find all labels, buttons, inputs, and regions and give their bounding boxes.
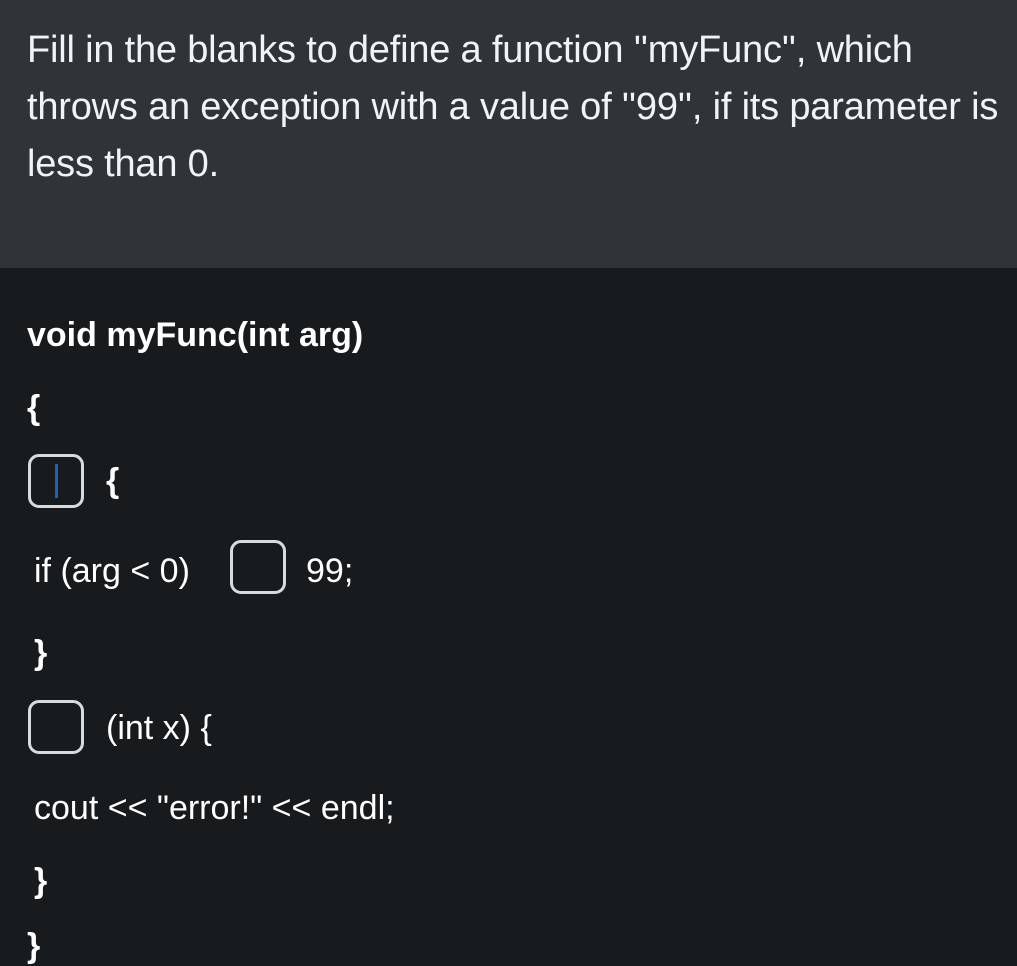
code-line-try-brace: {	[106, 462, 120, 500]
question-panel	[0, 0, 1017, 268]
code-line-signature: void myFunc(int arg)	[27, 316, 364, 354]
code-line-open-brace: {	[27, 389, 41, 427]
code-line-if: if (arg < 0)	[34, 552, 190, 590]
question-text: Fill in the blanks to define a function ''myFunc'', which throws an exception with a value of ''99'', if its parameter is less than 0.	[27, 29, 999, 185]
code-line-close-brace-catch: }	[34, 862, 48, 900]
code-line-catch: (int x) {	[106, 709, 212, 747]
code-line-close-brace-try: }	[34, 634, 48, 672]
code-line-if-value: 99;	[306, 552, 354, 590]
code-line-close-brace-outer: }	[27, 927, 41, 965]
code-line-cout: cout << "error!" << endl;	[34, 789, 395, 827]
code-panel	[0, 268, 1017, 965]
blank-input-2[interactable]	[230, 540, 286, 594]
text-caret	[55, 464, 58, 498]
blank-input-1[interactable]	[28, 454, 84, 508]
blank-input-3[interactable]	[28, 700, 84, 754]
